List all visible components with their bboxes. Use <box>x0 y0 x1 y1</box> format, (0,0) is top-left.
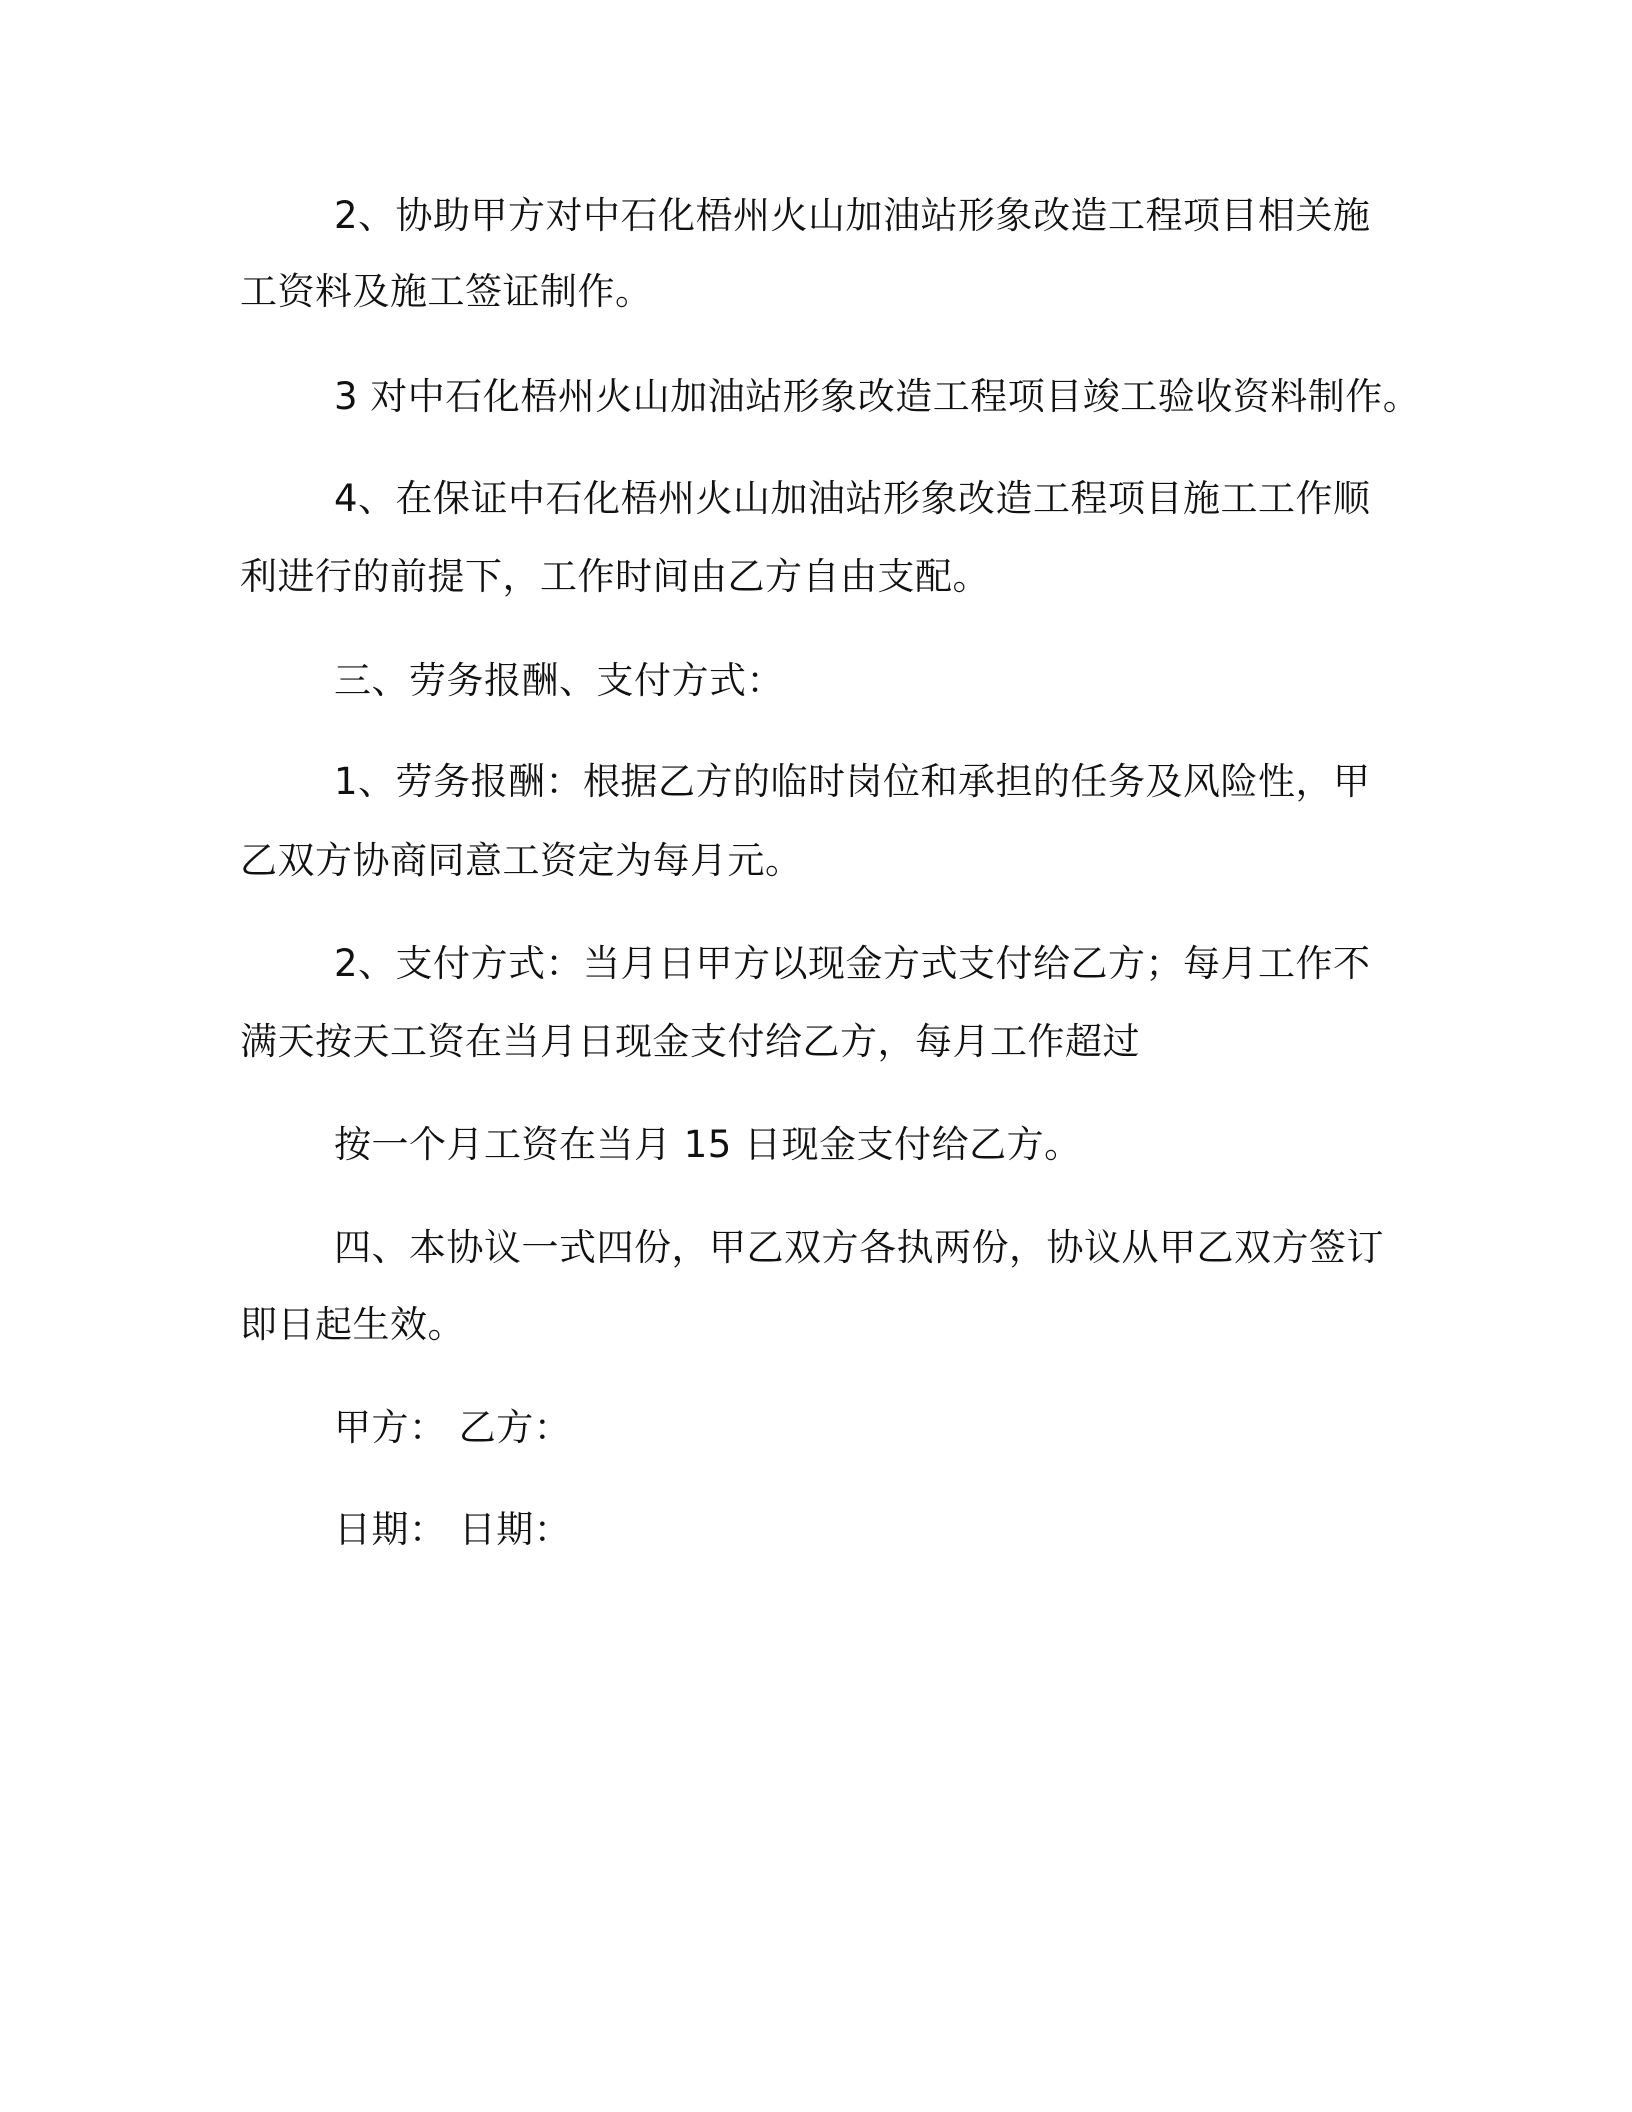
paragraph-item-4-line-1: 4、在保证中石化梧州火山加油站形象改造工程项目施工工作顺 <box>334 477 1371 520</box>
section-4-line-1: 四、本协议一式四份，甲乙双方各执两份，协议从甲乙双方签订 <box>334 1226 1384 1269</box>
paragraph-payment-continuation: 按一个月工资在当月 15 日现金支付给乙方。 <box>334 1123 1082 1166</box>
paragraph-item-2-line-2: 工资料及施工签证制作。 <box>240 270 653 313</box>
signature-dates: 日期： 日期： <box>334 1508 572 1551</box>
paragraph-payment-line-2: 满天按天工资在当月日现金支付给乙方，每月工作超过 <box>240 1020 1140 1063</box>
paragraph-remuneration-line-2: 乙双方协商同意工资定为每月元。 <box>240 839 803 882</box>
paragraph-item-2-line-1: 2、协助甲方对中石化梧州火山加油站形象改造工程项目相关施 <box>334 194 1371 237</box>
section-4-line-2: 即日起生效。 <box>240 1303 465 1346</box>
section-3-heading: 三、劳务报酬、支付方式： <box>334 659 784 702</box>
paragraph-payment-line-1: 2、支付方式：当月日甲方以现金方式支付给乙方；每月工作不 <box>334 942 1371 985</box>
paragraph-remuneration-line-1: 1、劳务报酬：根据乙方的临时岗位和承担的任务及风险性，甲 <box>334 760 1371 803</box>
paragraph-item-4-line-2: 利进行的前提下，工作时间由乙方自由支配。 <box>240 555 990 598</box>
paragraph-item-3-line-1: 3 对中石化梧州火山加油站形象改造工程项目竣工验收资料制作。 <box>334 375 1421 418</box>
signature-parties: 甲方： 乙方： <box>334 1406 572 1449</box>
